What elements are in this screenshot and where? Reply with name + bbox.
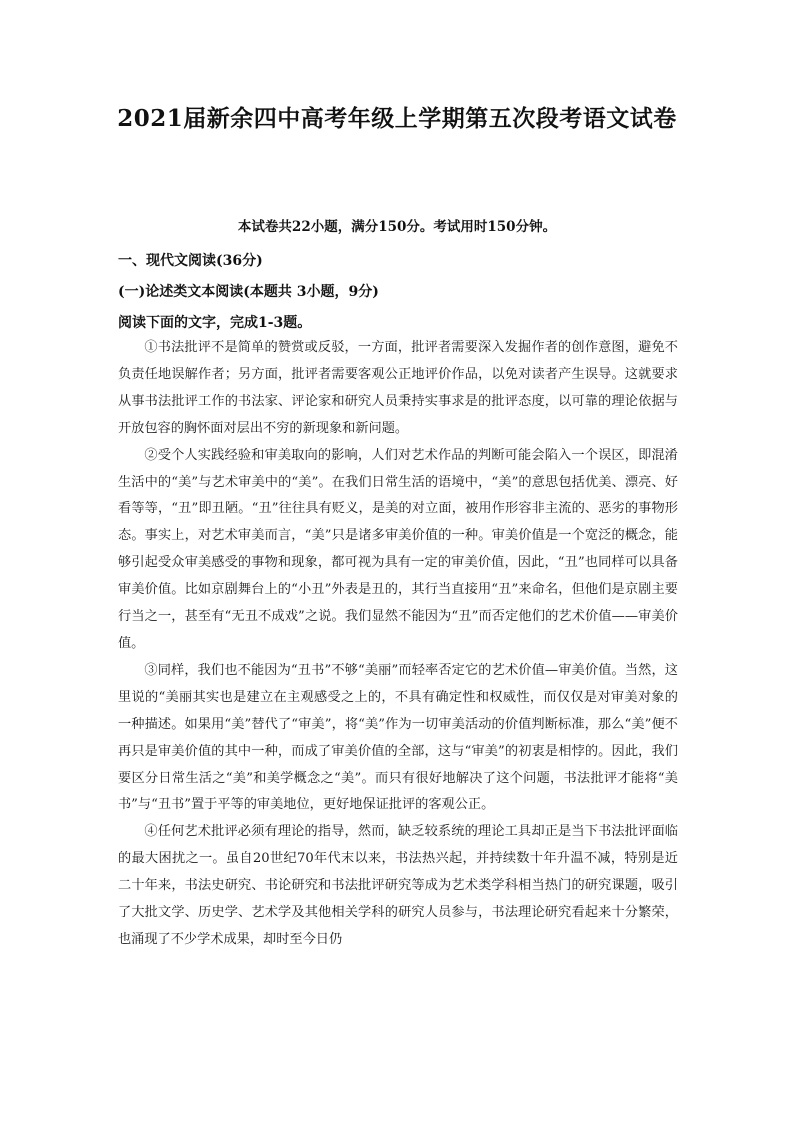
paragraph-2: ②受个人实践经验和审美取向的影响，人们对艺术作品的判断可能会陷入一个误区，即混淆生活中的“美”与艺术审美中的“美”。在我们日常生活的语境中，“美”的意思包括优美、漂亮、好看等等，“丑”即丑陋。“丑”往往具有贬义，是美的对立面，被用作形容非主流的、恶劣的事物形态。事实上，对艺术审美而言，“美”只是诸多审美价值的一种。审美价值是一个宽泛的概念，能够引起受众审美感受的事物和现象，都可视为具有一定的审美价值，因此，“丑”也同样可以具备审美价值。比如京剧舞台上的“小丑”外表是丑的，其行当直接用“丑”来命名，但他们是京剧主要行当之一，甚至有“无丑不成戏”之说。我们显然不能因为“丑”而否定他们的艺术价值——审美价值。 [118,447,678,651]
paragraph-4: ④任何艺术批评必须有理论的指导，然而，缺乏较系统的理论工具却正是当下书法批评面临的最大困扰之一。虽自20世纪70年代末以来，书法热兴起，并持续数十年升温不减，特别是近二十年来，书法史研究、书论研究和书法批评研究等成为艺术类学科相当热门的研究课题，吸引了大批文学、历史学、艺术学及其他相关学科的研究人员参与，书法理论研究看起来十分繁荣，也涌现了不少学术成果，却时至今日仍 [118,824,678,947]
section-heading: 一、现代文阅读(36分) [118,253,263,269]
paragraph-3: ③同样，我们也不能因为“丑书”不够“美丽”而轻率否定它的艺术价值—审美价值。当然，这里说的“美丽其实也是建立在主观感受之上的，不具有确定性和权威性，而仅仅是对审美对象的一种描述。如果用“美”替代了“审美”，将“美”作为一切审美活动的价值判断标准，那么“美”便不再只是审美价值的其中一种，而成了审美价值的全部，这与“审美”的初衷是相悖的。因此，我们要区分日常生活之“美”和美学概念之“美”。而只有很好地解决了这个问题，书法批评才能将“美书”与“丑书”置于平等的审美地位，更好地保证批评的客观公正。 [118,662,678,813]
exam-info: 本试卷共22小题，满分150分。考试用时150分钟。 [237,219,557,235]
exam-title: 2021届新余四中高考年级上学期第五次段考语文试卷 [117,105,677,132]
reading-instruction: 阅读下面的文字，完成1-3题。 [118,315,312,331]
paragraph-1: ①书法批评不是简单的赞赏或反驳，一方面，批评者需要深入发掘作者的创作意图，避免不负责任地误解作者；另方面，批评者需要客观公正地评价作品，以免对读者产生误导。这就要求从事书法批评工作的书法家、评论家和研究人员秉持实事求是的批评态度，以可靠的理论依据与开放包容的胸怀面对层出不穷的新现象和新问题。 [118,340,678,436]
subsection-heading: (一)论述类文本阅读(本题共 3小题，9分) [118,284,379,300]
reading-passage [118,335,678,954]
